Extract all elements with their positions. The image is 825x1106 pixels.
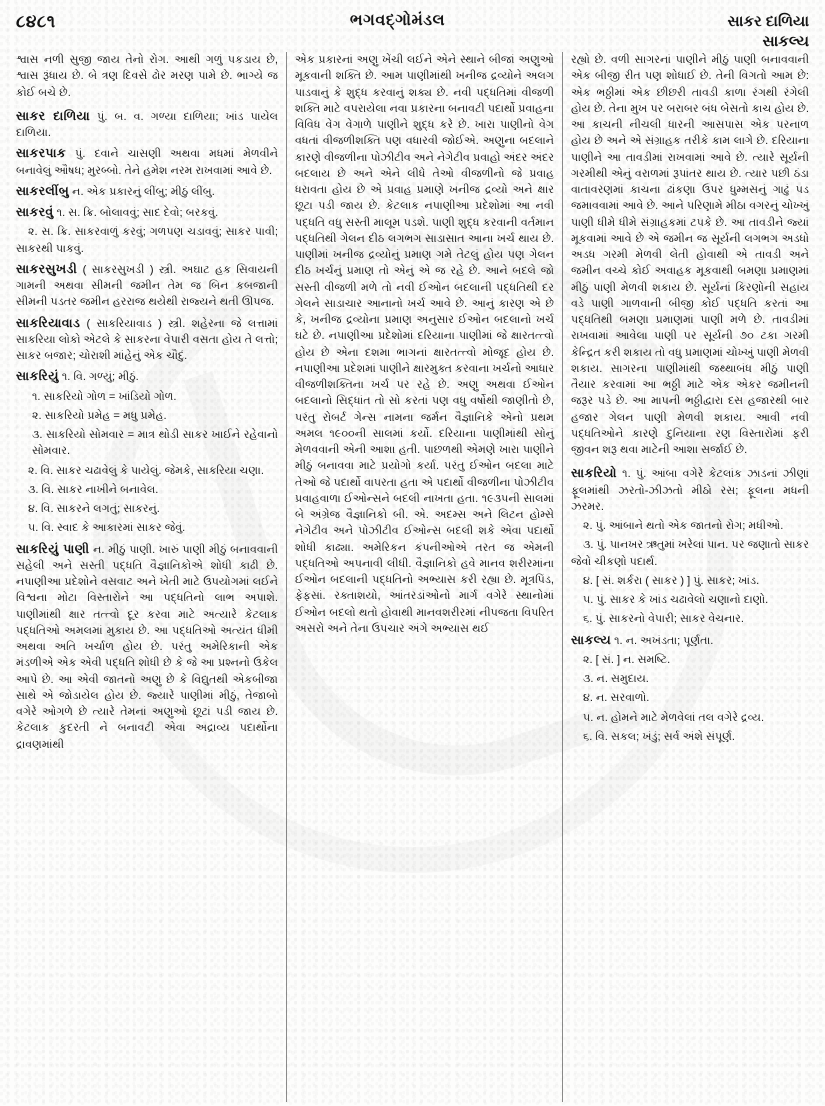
sense-line: ૨. સ. ક્રિ. સાકરવાળું કરવું; ગળપણ ચડાવવું; સાકર પાવી; સાકરથી પાકવું. xyxy=(16,226,278,255)
entry-headword: સાકરપાક xyxy=(16,146,67,161)
dictionary-entry xyxy=(16,144,278,179)
column-middle xyxy=(286,52,562,1102)
sense-line: ૪. ન. સરવાળો. xyxy=(583,692,650,705)
sense-line: ૩. ન. સમુદાય. xyxy=(583,673,649,685)
sense-line: ૨. વિ. સાકર ચઢાવેલું કે પાયેલું. જેમકે, સાકરિયા ચણા. xyxy=(28,464,264,477)
entry-headword: સાકરિયું પાણી xyxy=(16,541,90,556)
entry-definition: ( સાકરસુખડી ) સ્ત્રી. અઘાટ હક સિવાયની ગામની અથવા સીમની જમીન તેમ જ બિન કબજાની સીમની પડતર જમીન હરરાજ થયેથી રાજ્યને થતી ઊપજ. xyxy=(16,263,278,309)
entry-headword: સાકર દાળિયા xyxy=(16,108,91,123)
entry-headword: સાકરિયું xyxy=(16,369,59,384)
book-title: ભગવદ્ગોમંડલ xyxy=(349,12,446,29)
entry-definition: ન. એક પ્રકારનું લીંબુ; મીઠું લીંબુ. xyxy=(69,185,215,198)
entry-headword: સાકરિયાવાડ xyxy=(16,315,81,330)
dictionary-entry xyxy=(16,203,278,221)
sense-line: ૫. ન. હોમને માટે મેળવેલાં તલ વગેરે દ્રવ્ય. xyxy=(583,711,765,724)
sense-gap xyxy=(571,746,809,748)
dictionary-entry xyxy=(571,464,809,515)
dictionary-entry xyxy=(16,540,278,753)
entry-definition: ૧. પું. આંબા વગેરે કેટલાંક ઝાડનાં ઝીણાં ફૂલમાંથી ઝરતો-ઝીઝતો મીઠો રસ; ફૂલના મધની ઝરમર. xyxy=(571,468,809,513)
dictionary-entry xyxy=(16,182,278,200)
entry-headword: સાકરિયો xyxy=(571,466,617,481)
entry-definition: ન. મીઠું પાણી. ખારું પાણી મીઠું બનાવવાની સહેલી અને સસ્તી પદ્ધતિ વૈજ્ઞાનિકોએ શોધી કાઢી છે. નપાણીઆ પ્રદેશોને વસવાટ અને ખેતી માટે ઉપયોગમાં લઈને વિશ્વના મોટા વિસ્તારોને આ પદ્ધતિનો લાભ અપાશે. પાણીમાંથી ક્ષાર તત્ત્વો દૂર કરવા માટે અત્યારે કેટલાક પદ્ધતિઓ અમલમાં મુકાય છે. આ પદ્ધતિઓ અત્યંત ધીમી અથવા અતિ ખર્ચાળ હોય છે. પરંતુ અમેરિકાની એક મંડળીએ એક એવી પદ્ધતિ શોધી છે કે જે આ પ્રશ્નનો ઉકેલ આપે છે. આ એવી જાતનો અણુ છે કે વિદ્યુતથી એકબીજા સાથે એ જોડાયેલ હોય છે. જ્યારે પાણીમાં મીઠું, તેજાબો વગેરે ઓગળે છે ત્યારે તેમનાં અણુઓ છૂટાં પડી જાય છે. કેટલાક કુદરતી ને બનાવટી એવા અદ્રાવ્ય પદાર્થોના દ્રાવણમાંથી xyxy=(16,543,279,751)
sense-line: ૪. વિ. સાકરને લગતું; સાકરનું. xyxy=(28,503,160,515)
continuation-paragraph: રહ્યો છે. વળી સાગરનાં પાણીને મીઠું પાણી બનાવવાની એક બીજી રીત પણ શોધાઈ છે. તેની વિગતો આમ છે: એક ભઠ્ઠીમાં એક છીછરી તાવડી કાળા રંગથી રંગેલી હોય છે. તેના મુખ પર બરાબર બંધ બેસતો કાચ હોય છે. આ કાચની નીચલી ધારની આસપાસ એક પરનાળ હોય છે અને એ સંગ્રાહક તરીકે કામ લાગે છે. દરિયાના પાણીને આ તાવડીમાં રાખવામાં આવે છે. ત્યારે સૂર્યની ગરમીથી એનું વરાળમાં રૂપાંતર થાય છે. ત્યાર પછી ઠંડા વાતાવરણમાં કાચના ઢાંકણા ઉપર ધુમ્મસનું ગાઢું પડ જમાવવામાં આવે છે. આને પરિણામે મીઠા વગરનું ચોખ્ખું પાણી ધીમે ધીમે સંગ્રાહકમાં ટપકે છે. આ તાવડીને જ્યાં મૂકવામાં આવે છે એ જમીન જ સૂર્યની લગભગ અડધો અડધ ગરમી મેળવી લેતી હોવાથી એ તાવડી અને જમીન વચ્ચે કોઈ અવાહક મૂકવાથી બમણા પ્રમાણમાં મીઠું પાણી મેળવી શકાય છે. સૂર્યનાં કિરણોની સહાય વડે પાણી ગાળવાની બીજી કોઈ પદ્ધતિ કરતાં આ પદ્ધતિથી બમણા પ્રમાણમાં પાણી મળે છે. તાવડીમાં રાખવામાં આવેલા પાણી પર સૂર્યની ૭૦ ટકા ગરમી કેન્દ્રિત કરી શકાય તો વધુ પ્રમાણમાં ચોખ્ખું પાણી મેળવી શકાય. સાગરના પાણીમાંથી જથ્થાબંધ મીઠું પાણી તૈયાર કરવામાં આ ભઠ્ઠી માટે એક એકર જમીનની જરૂર પડે છે. આ માપની ભઠ્ઠીદ્વારા દસ હજારથી બાર હજાર ગેલન પાણી મેળવી શકાય. આવી નવી પદ્ધતિઓને કારણે દુનિયાના રણ વિસ્તારોમાં ફરી જીવન શરૂ થવા માટેની આશા સર્જાઈ છે. xyxy=(571,54,809,456)
sense-line: ૨. પું. આંબાને થતો એક જાતનો રોગ; મધીઓ. xyxy=(583,520,784,532)
sense-line: ૫. પું. સાકર કે ખાંડ ચઢાવેલો ચણાનો દાણો. xyxy=(583,594,769,606)
entry-definition: ૧. ન. અખંડતા; પૂર્ણતા. xyxy=(611,634,714,647)
entry-definition: ૧. વિ. ગળ્યું; મીઠું. xyxy=(58,371,139,384)
entry-headword: સાકરવું xyxy=(16,205,54,219)
sense-line: ૬. પું. સાકરનો વેપારી; સાકર વેચનાર. xyxy=(583,613,744,626)
running-head xyxy=(629,12,809,53)
dictionary-entry xyxy=(16,107,278,142)
entry-headword: સાકરસુખડી xyxy=(16,261,78,276)
dictionary-entry xyxy=(16,260,278,311)
dictionary-entry xyxy=(16,367,278,385)
sense-line: ૫. વિ. સ્વાદ કે આકારમાં સાકર જેવું. xyxy=(28,522,186,535)
sense-line: ૩. પું. પાનખર ઋતુમાં ખરેલાં પાન. પર જણાતો સાકર જેવો ચીકણો પદાર્થ. xyxy=(571,539,809,568)
entry-definition: ૧. સ. ક્રિ. બોલાવવું; સાદ દેવો; બરકવું. xyxy=(53,207,219,219)
dictionary-entry xyxy=(16,314,278,365)
entry-definition: પું. દવાને ચાસણી અથવા મધમાં મેળવીને બનાવેલું ઔષધ; મુરબ્બો. તેને હમેશ નરમ રાખવામાં આવે છે. xyxy=(16,148,278,177)
running-head-line-1: સાકર દાળિયા xyxy=(727,13,809,30)
entry-definition: પું. બ. વ. ગળ્યા દાળિયા; ખાંડ પાયેલ દાળિયા. xyxy=(16,110,278,139)
block-gap xyxy=(295,638,554,643)
text-columns xyxy=(10,52,817,1102)
sub-sense-line: ૧. સાકરિયો ગોળ = ખાંડિયો ગોળ. xyxy=(32,390,177,403)
dictionary-entry xyxy=(571,631,809,649)
sense-line: ૩. વિ. સાકર નાખીને બનાવેલ. xyxy=(28,483,159,496)
sense-line: ૨. [ સં. ] ન. સમષ્ટિ. xyxy=(583,653,671,666)
entry-headword: સાકરલીંબુ xyxy=(16,183,70,198)
continuation-paragraph: એક પ્રકારનાં અણુ ખેંચી લઈને એને સ્થાને બીજાં અણુઓ મૂકવાની શક્તિ છે. આમ પાણીમાંથી ખનીજ દ્રવ્યોને અલગ પાડવાનું કે શુદ્ધ કરવાનું શક્ય છે. નવી પદ્ધતિમાં વીજળી શક્તિ માટે વપરાયેલા નવા પ્રકારના બનાવટી પદાર્થો પ્રવાહના વિવિધ વેગ વેગાળે પાણીને શુદ્ધ કરે છે. ખારા પાણીનો વેગ વધતાં વીજળીશક્તિ પણ વધારવી જોઈએ. અણુના બદલાને કારણે વીજળીના પોઝીટીવ અને નેગેટીવ પ્રવાહો અંદર અંદર બદલાય છે અને એને લીધે તેઓ વીજળીનો જે પ્રવાહ ધરાવતા હોય છે એ પ્રવાહ પ્રમાણે ખનીજ દ્રવ્યો અને ક્ષાર છૂટા પડી જાય છે. કેટલાક નપાણીઆ પ્રદેશોમાં આ નવી પદ્ધતિ વધુ સસ્તી માલૂમ પડશે. પાણી શુદ્ધ કરવાની વર્તમાન પદ્ધતિથી ગેલન દીઠ લગભગ સાડાસાત આના ખર્ચ થાય છે. પાણીમાં ખનીજ દ્રવ્યોનું પ્રમાણ ગમે તેટલું હોય પણ ગેલન દીઠ ખર્ચનું પ્રમાણ તો એનું એ જ રહે છે. આને બદલે જો સસ્તી વીજળી મળે તો નવી ઈઓન બદલાની પદ્ધતિથી દર ગેલને સાડાચાર આનાનો ખર્ચ આવે છે. આનું કારણ એ છે કે, ખનીજ દ્રવ્યોના પ્રમાણ અનુસાર ઈઓન બદલાનો ખર્ચ ઘટે છે. નપાણીઆ પ્રદેશોમાં દરિયાના પાણીમાં જે ક્ષારતત્ત્વો હોય છે એના દશમા ભાગનાં ક્ષારતત્ત્વો મોજૂદ હોય છે. નપાણીઆ પ્રદેશમાં પાણીને ક્ષારમુક્ત કરવાના ખર્ચનો આધાર વીજળીશક્તિના ખર્ચ પર રહે છે. અણુ અથવા ઈઓન બદલાનો સિદ્ધાંત તો સો કરતાં પણ વધુ વર્ષોથી જાણીતો છે, પરંતુ રોબર્ટ ગેન્સ નામના જર્મન વૈજ્ઞાનિકે એનો પ્રથમ અમલ ૧૯૦૦ની સાલમાં કર્યો. દરિયાના પાણીમાંથી સોનું મેળવવાની એની આશા હતી. પાછળથી એમણે ખારા પાણીને મીઠું બનાવવા માટે પ્રયોગો કર્યા. પરંતુ ઈઓન બદલા માટે તેઓ જે પદાર્થો વાપરતા હતા એ પદાર્થો વીજળીના પોઝીટીવ પ્રવાહવાળા ઈઓન્સને બદલી નાખતા હતા. ૧૯૩૫ની સાલમાં બે અંગ્રેજ વૈજ્ઞાનિકો બી. એ. અદમ્સ અને લિટન હોમ્સે નેગેટીવ અને પોઝીટીવ ઈઓન્સ બદલી શકે એવા પદાર્થો શોધી કાઢ્યા. અમેરિકન કંપનીઓએ તરત જ એમની પદ્ધતિઓ અપનાવી લીધી. વૈજ્ઞાનિકો હવે માનવ શરીરમાંના ઈઓન બદલાની પદ્ધતિનો અભ્યાસ કરી રહ્યા છે. મૂત્રપિંડ, ફેફસાં. રક્તાશયો, આંતરડાંઓનો માર્ગ વગેરે સ્થાનોમાં ઈઓન બદલો થતો હોવાથી માનવશરીરમાં નીપજતા વિપરિત અસરો અને તેના ઉપચાર અંગે અભ્યાસ થઈ xyxy=(295,54,554,635)
entry-definition: ( સાકરિયાવાડ ) સ્ત્રી. શહેરના જે લત્તામાં સાકરિયા લોકો એટલે કે સાકરના વેપારી વસતા હોય તે લત્તો; સાકર બજાર; ચોરાશી માંહેનું એક ચૌદું. xyxy=(16,317,278,362)
entry-headword: સાકલ્ય xyxy=(571,632,612,647)
running-head-line-2: સાકલ્ય xyxy=(762,33,809,51)
column-right xyxy=(562,52,817,1102)
continuation-paragraph: શ્વાસ નળી સુજી જાય તેનો રોગ. આથી ગળું પકડાય છે, શ્વાસ રૂંધાય છે. બે ત્રણ દિવસે ઢોર મરણ પામે છે. ભાગ્યે જ કોઈ બચે છે. xyxy=(16,54,278,99)
sub-sense-line: ૨. સાકરિયો પ્રમેહ = મધુ પ્રમેહ. xyxy=(32,409,167,422)
page-header xyxy=(0,0,825,50)
entry-gap xyxy=(16,754,278,756)
folio-number: ૮૪૮૧ xyxy=(16,12,56,31)
sense-line: ૬. વિ. સકલ; ખંડું; સર્વ અંશે સંપૂર્ણ. xyxy=(583,730,735,743)
sense-line: ૪. [ સં. શર્કરા ( સાકર ) ] પું. સાકર; ખાંડ. xyxy=(583,574,760,587)
column-left xyxy=(10,52,286,1102)
sub-sense-line: ૩. સાકરિયો સોમવાર = માત્ર થોડી સાકર ખાઈને રહેવાનો સોમવાર. xyxy=(32,429,278,458)
